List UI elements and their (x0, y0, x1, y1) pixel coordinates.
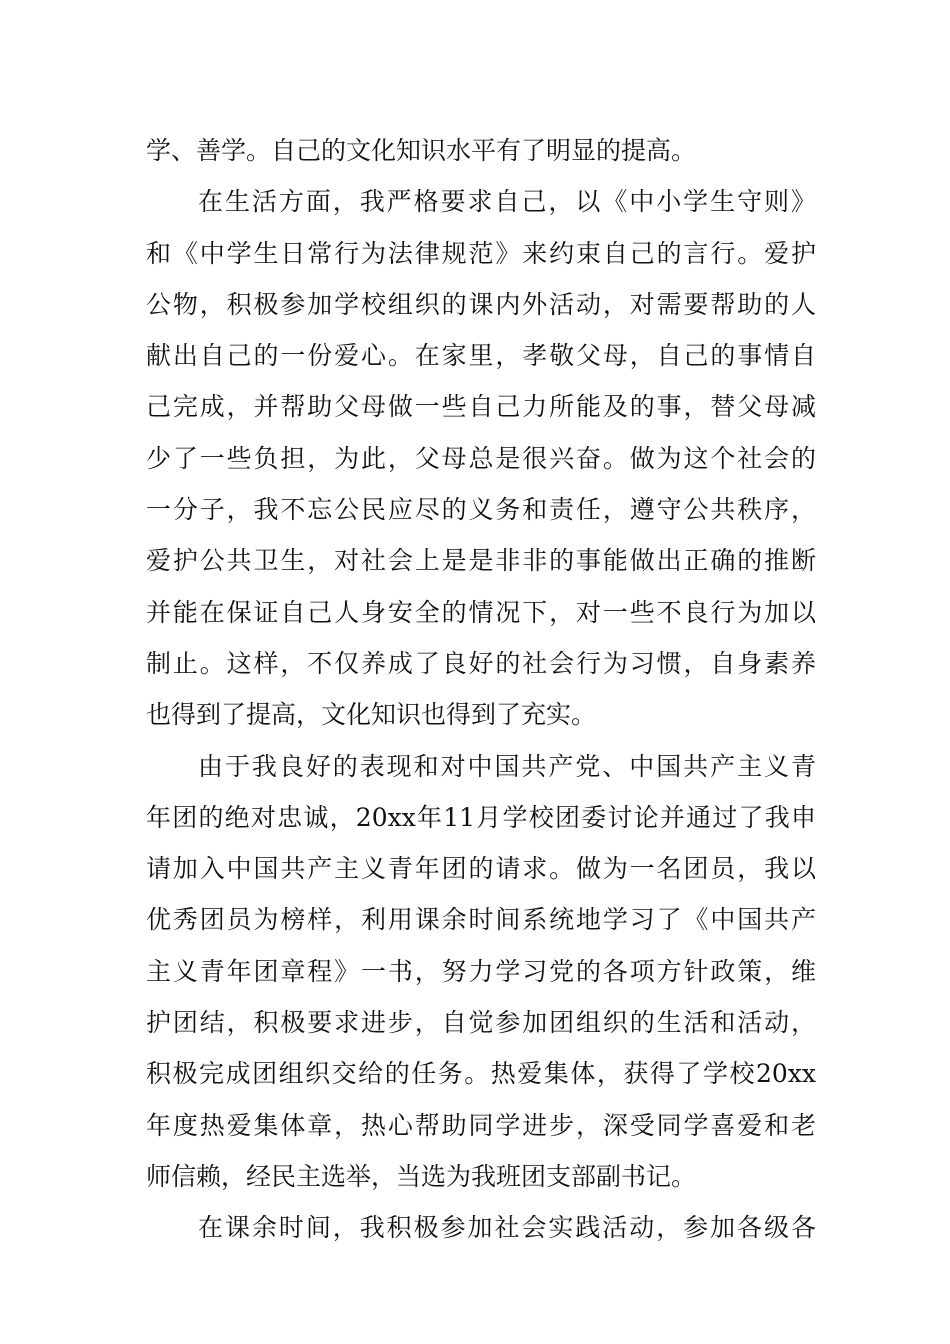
text-line: 在生活方面，我严格要求自己，以《中小学生守则》 (198, 187, 816, 217)
text-line: 护团结，积极要求进步，自觉参加团组织的生活和活动， (146, 1008, 816, 1038)
text-line: 师信赖，经民主选举，当选为我班团支部副书记。 (146, 1161, 697, 1191)
text-line: 少了一些负担，为此，父母总是很兴奋。做为这个社会的 (146, 443, 816, 473)
paragraph (146, 179, 816, 743)
text-line: 学、善学。自己的文化知识水平有了明显的提高。 (146, 136, 697, 165)
text-line: 献出自己的一份爱心。在家里，孝敬父母，自己的事情自 (146, 341, 816, 371)
document-body (146, 128, 816, 1257)
text-line: 制止。这样，不仅养成了良好的社会行为习惯，自身素养 (146, 648, 816, 678)
text-line: 年团的绝对忠诚，20xx年11月学校团委讨论并通过了我申 (146, 802, 816, 832)
text-line: 由于我良好的表现和对中国共产党、中国共产主义青 (198, 751, 816, 781)
paragraph (146, 744, 816, 1206)
text-line: 一分子，我不忘公民应尽的义务和责任，遵守公共秩序， (146, 495, 816, 525)
text-line: 年度热爱集体章，热心帮助同学进步，深受同学喜爱和老 (146, 1110, 816, 1140)
text-line: 爱护公共卫生，对社会上是是非非的事能做出正确的推断 (146, 546, 816, 576)
text-line: 优秀团员为榜样，利用课余时间系统地学习了《中国共产 (146, 905, 816, 935)
text-line: 请加入中国共产主义青年团的请求。做为一名团员，我以 (146, 854, 816, 884)
paragraph (146, 128, 816, 179)
text-line: 己完成，并帮助父母做一些自己力所能及的事，替父母减 (146, 392, 816, 422)
text-line: 并能在保证自己人身安全的情况下，对一些不良行为加以 (146, 597, 816, 627)
text-line: 也得到了提高，文化知识也得到了充实。 (146, 700, 597, 730)
text-line: 公物，积极参加学校组织的课内外活动，对需要帮助的人 (146, 289, 816, 319)
text-line: 主义青年团章程》一书，努力学习党的各项方针政策，维 (146, 956, 816, 986)
paragraph (146, 1205, 816, 1256)
text-line: 和《中学生日常行为法律规范》来约束自己的言行。爱护 (146, 238, 816, 268)
text-line: 在课余时间，我积极参加社会实践活动，参加各级各 (198, 1213, 816, 1243)
text-line: 积极完成团组织交给的任务。热爱集体，获得了学校20xx (146, 1059, 816, 1089)
